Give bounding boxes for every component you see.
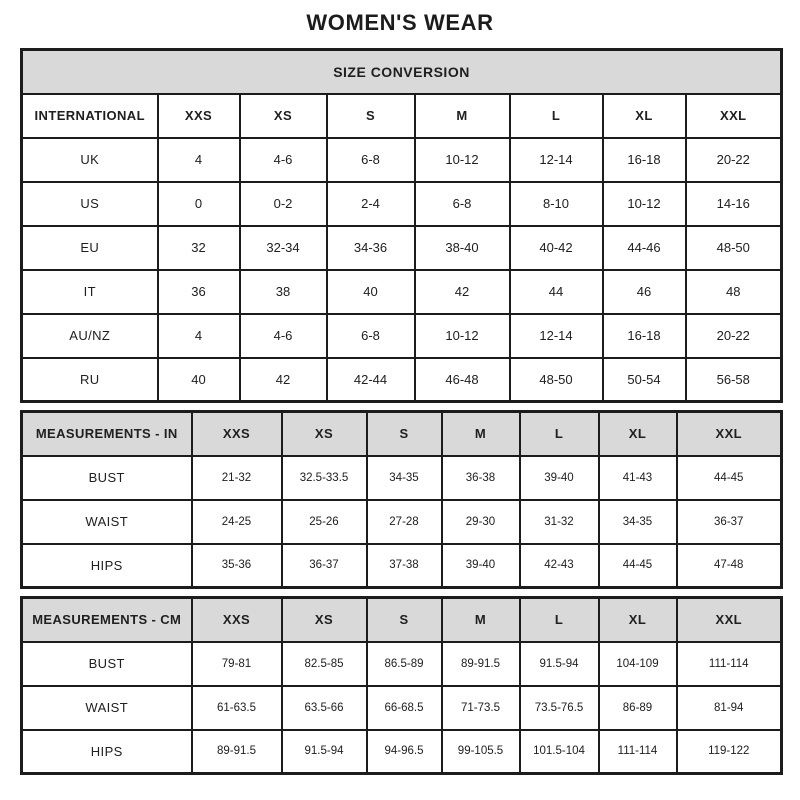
measurements-in-table <box>20 410 783 589</box>
column-header: XXL <box>677 412 782 456</box>
table-cell: 20-22 <box>686 138 782 182</box>
column-header: M <box>415 94 510 138</box>
table-cell: 2-4 <box>327 182 415 226</box>
table-cell: 44-45 <box>677 456 782 500</box>
table-row <box>22 456 782 500</box>
column-header: M <box>442 598 520 642</box>
column-header: XL <box>599 598 677 642</box>
table-cell: 12-14 <box>510 314 603 358</box>
table-row <box>22 358 782 402</box>
column-header: XXL <box>686 94 782 138</box>
table-cell: 73.5-76.5 <box>520 686 599 730</box>
table-cell: 36-38 <box>442 456 520 500</box>
table-cell: 14-16 <box>686 182 782 226</box>
table-cell: 101.5-104 <box>520 730 599 774</box>
table-cell: 35-36 <box>192 544 282 588</box>
table-cell: 29-30 <box>442 500 520 544</box>
column-header-row <box>22 598 782 642</box>
table-cell: 41-43 <box>599 456 677 500</box>
row-label: EU <box>22 226 158 270</box>
table-row <box>22 270 782 314</box>
table-cell: 27-28 <box>367 500 442 544</box>
table-cell: 38 <box>240 270 327 314</box>
table-cell: 104-109 <box>599 642 677 686</box>
table-cell: 10-12 <box>415 138 510 182</box>
column-header: XS <box>282 598 367 642</box>
table-row <box>22 182 782 226</box>
table-cell: 6-8 <box>327 314 415 358</box>
table-cell: 89-91.5 <box>192 730 282 774</box>
table-cell: 119-122 <box>677 730 782 774</box>
column-header: XXL <box>677 598 782 642</box>
table-cell: 34-35 <box>367 456 442 500</box>
table-cell: 4 <box>158 314 240 358</box>
table-cell: 31-32 <box>520 500 599 544</box>
column-header: S <box>367 412 442 456</box>
column-header: XXS <box>192 598 282 642</box>
table-cell: 32.5-33.5 <box>282 456 367 500</box>
measurements-cm-table <box>20 596 783 775</box>
table-title: MEASUREMENTS - CM <box>22 598 192 642</box>
column-header: XS <box>240 94 327 138</box>
table-cell: 111-114 <box>599 730 677 774</box>
table-title: SIZE CONVERSION <box>22 50 782 94</box>
table-cell: 25-26 <box>282 500 367 544</box>
section-title-row <box>22 50 782 94</box>
row-label: US <box>22 182 158 226</box>
table-cell: 56-58 <box>686 358 782 402</box>
table-cell: 86-89 <box>599 686 677 730</box>
page-title: WOMEN'S WEAR <box>306 10 494 35</box>
table-row <box>22 500 782 544</box>
table-row <box>22 226 782 270</box>
table-cell: 66-68.5 <box>367 686 442 730</box>
table-cell: 61-63.5 <box>192 686 282 730</box>
table-cell: 32 <box>158 226 240 270</box>
table-cell: 36-37 <box>677 500 782 544</box>
table-cell: 24-25 <box>192 500 282 544</box>
row-label: WAIST <box>22 686 192 730</box>
row-label: BUST <box>22 642 192 686</box>
table-cell: 10-12 <box>415 314 510 358</box>
column-header: XXS <box>158 94 240 138</box>
table-cell: 0 <box>158 182 240 226</box>
row-label: BUST <box>22 456 192 500</box>
column-header: XXS <box>192 412 282 456</box>
column-header: S <box>367 598 442 642</box>
table-cell: 94-96.5 <box>367 730 442 774</box>
table-cell: 46-48 <box>415 358 510 402</box>
table-cell: 0-2 <box>240 182 327 226</box>
table-cell: 40-42 <box>510 226 603 270</box>
table-cell: 12-14 <box>510 138 603 182</box>
table-cell: 91.5-94 <box>282 730 367 774</box>
table-cell: 42-43 <box>520 544 599 588</box>
row-label: RU <box>22 358 158 402</box>
column-header: XS <box>282 412 367 456</box>
row-label: UK <box>22 138 158 182</box>
column-header: L <box>510 94 603 138</box>
table-row <box>22 314 782 358</box>
column-header-row <box>22 94 782 138</box>
row-label: HIPS <box>22 544 192 588</box>
table-cell: 4 <box>158 138 240 182</box>
column-header: M <box>442 412 520 456</box>
table-cell: 71-73.5 <box>442 686 520 730</box>
table-cell: 48-50 <box>510 358 603 402</box>
table-cell: 36 <box>158 270 240 314</box>
column-header: XL <box>599 412 677 456</box>
table-cell: 44-46 <box>603 226 686 270</box>
table-row <box>22 544 782 588</box>
table-cell: 36-37 <box>282 544 367 588</box>
column-header: S <box>327 94 415 138</box>
table-cell: 39-40 <box>520 456 599 500</box>
table-row <box>22 642 782 686</box>
table-cell: 63.5-66 <box>282 686 367 730</box>
table-cell: 42 <box>240 358 327 402</box>
table-cell: 16-18 <box>603 138 686 182</box>
table-cell: 47-48 <box>677 544 782 588</box>
column-header: L <box>520 598 599 642</box>
column-header-row <box>22 412 782 456</box>
column-header: L <box>520 412 599 456</box>
row-label: IT <box>22 270 158 314</box>
table-cell: 89-91.5 <box>442 642 520 686</box>
table-cell: 8-10 <box>510 182 603 226</box>
table-cell: 4-6 <box>240 138 327 182</box>
table-row <box>22 138 782 182</box>
table-cell: 48 <box>686 270 782 314</box>
table-cell: 34-35 <box>599 500 677 544</box>
table-cell: 82.5-85 <box>282 642 367 686</box>
table-title: MEASUREMENTS - IN <box>22 412 192 456</box>
column-header: INTERNATIONAL <box>22 94 158 138</box>
table-cell: 4-6 <box>240 314 327 358</box>
table-cell: 111-114 <box>677 642 782 686</box>
table-cell: 48-50 <box>686 226 782 270</box>
row-label: WAIST <box>22 500 192 544</box>
table-cell: 42 <box>415 270 510 314</box>
table-cell: 39-40 <box>442 544 520 588</box>
table-cell: 44 <box>510 270 603 314</box>
table-cell: 37-38 <box>367 544 442 588</box>
table-cell: 16-18 <box>603 314 686 358</box>
table-cell: 86.5-89 <box>367 642 442 686</box>
table-cell: 79-81 <box>192 642 282 686</box>
table-cell: 6-8 <box>415 182 510 226</box>
table-cell: 10-12 <box>603 182 686 226</box>
table-cell: 99-105.5 <box>442 730 520 774</box>
column-header: XL <box>603 94 686 138</box>
table-cell: 32-34 <box>240 226 327 270</box>
table-cell: 91.5-94 <box>520 642 599 686</box>
row-label: AU/NZ <box>22 314 158 358</box>
table-row <box>22 686 782 730</box>
table-cell: 50-54 <box>603 358 686 402</box>
table-cell: 44-45 <box>599 544 677 588</box>
table-cell: 46 <box>603 270 686 314</box>
table-cell: 34-36 <box>327 226 415 270</box>
row-label: HIPS <box>22 730 192 774</box>
table-cell: 21-32 <box>192 456 282 500</box>
table-cell: 42-44 <box>327 358 415 402</box>
table-row <box>22 730 782 774</box>
table-cell: 38-40 <box>415 226 510 270</box>
table-cell: 6-8 <box>327 138 415 182</box>
table-cell: 40 <box>327 270 415 314</box>
size-conversion-table <box>20 48 783 403</box>
table-cell: 20-22 <box>686 314 782 358</box>
table-cell: 81-94 <box>677 686 782 730</box>
table-cell: 40 <box>158 358 240 402</box>
